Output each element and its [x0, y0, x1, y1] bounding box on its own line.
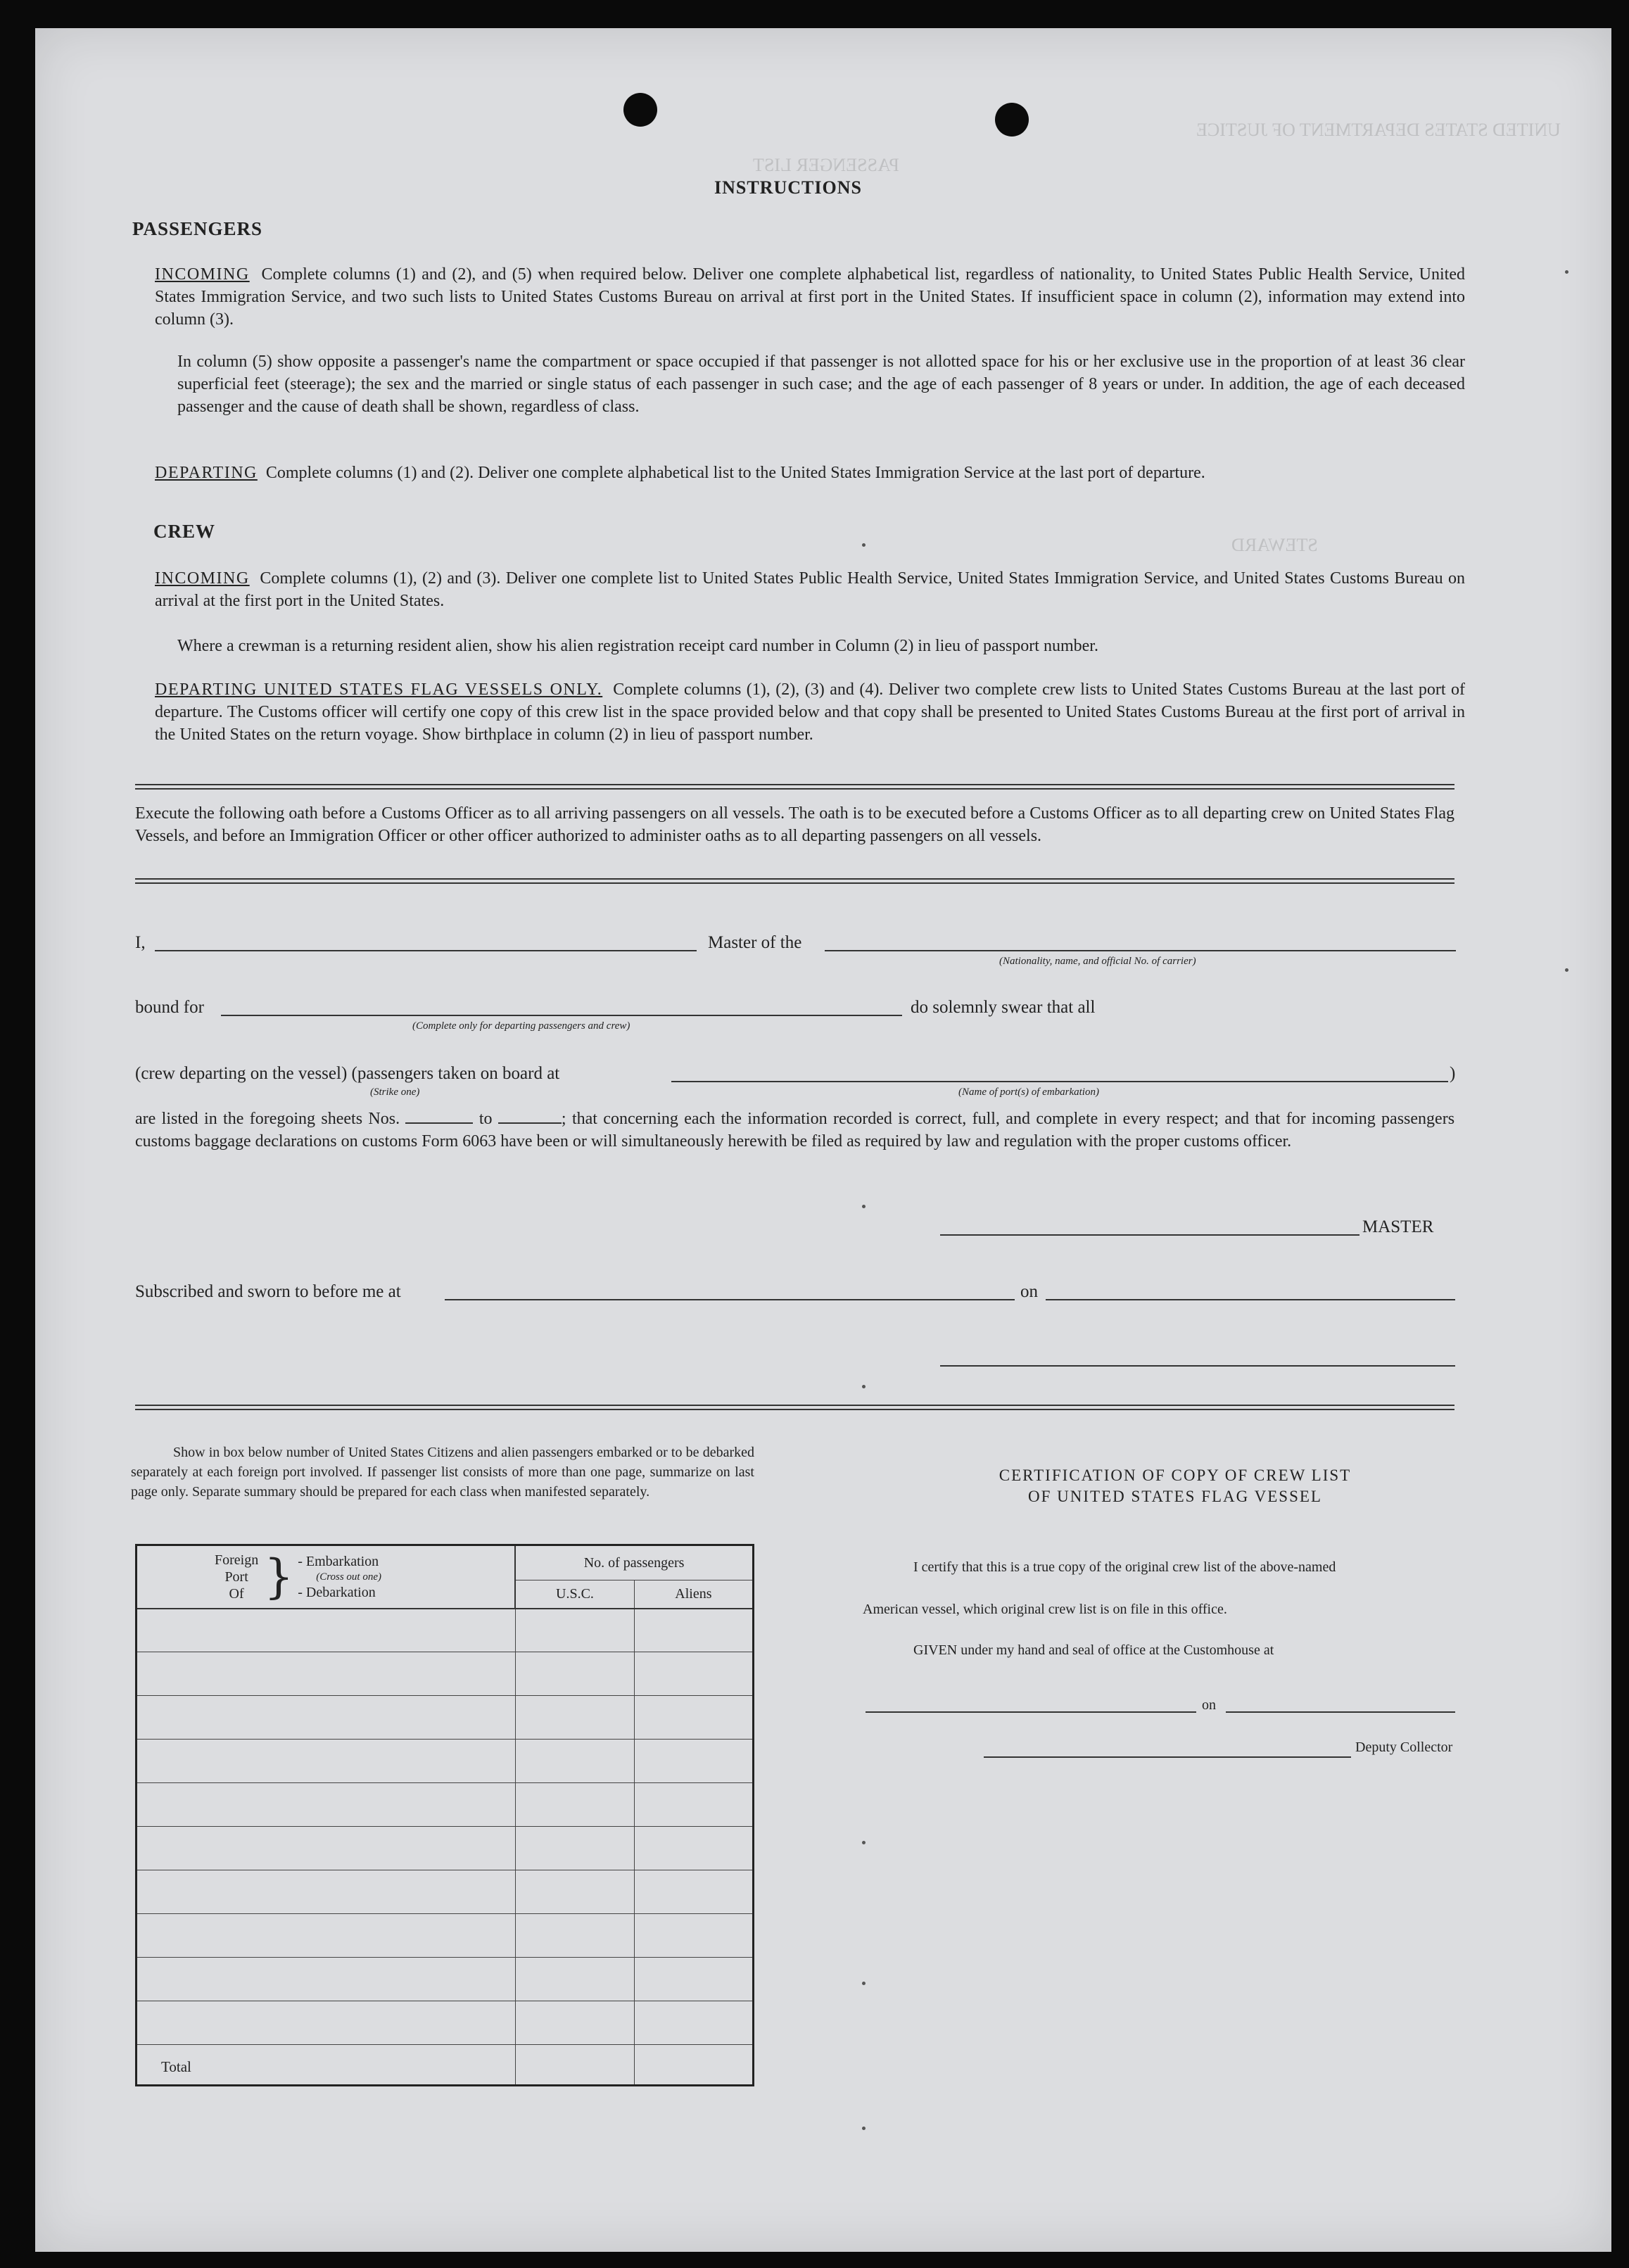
- double-rule-1: [135, 784, 1454, 790]
- scan-speck: [1565, 968, 1568, 972]
- aliens-cell[interactable]: [634, 1914, 753, 1958]
- port-cell[interactable]: [137, 1827, 516, 1870]
- brace-icon: }: [264, 1549, 294, 1604]
- aliens-cell[interactable]: [634, 2001, 753, 2045]
- nationality-caption: (Nationality, name, and official No. of carrier): [999, 956, 1196, 967]
- no-of-passengers-header: No. of passengers: [515, 1545, 753, 1580]
- port-cell[interactable]: [137, 1870, 516, 1914]
- punch-hole-left: [623, 93, 657, 127]
- embarkation-label: - Embarkation: [298, 1553, 379, 1569]
- aliens-cell[interactable]: [634, 1958, 753, 2001]
- cert-on-word: on: [1202, 1697, 1216, 1713]
- certification-title: [866, 1465, 1485, 1507]
- crew-incoming-text: Complete columns (1), (2) and (3). Deliver one complete list to United States Public Health Service, United States Immigration Service, and United States Customs Bureau on arrival at the first port in the United States.: [155, 569, 1466, 610]
- certification-title-line2: OF UNITED STATES FLAG VESSEL: [1028, 1488, 1322, 1505]
- usc-cell[interactable]: [515, 1870, 634, 1914]
- aliens-cell[interactable]: [634, 1783, 753, 1827]
- port-cell[interactable]: [137, 1652, 516, 1696]
- certification-title-line1: CERTIFICATION OF COPY OF CREW LIST: [999, 1466, 1352, 1484]
- port-cell[interactable]: [137, 1740, 516, 1783]
- punch-hole-right: [995, 103, 1029, 137]
- cross-out-caption: (Cross out one): [316, 1571, 381, 1583]
- close-paren: ): [1450, 1064, 1456, 1083]
- double-rule-2: [135, 878, 1454, 884]
- oath-intro: Execute the following oath before a Customs Officer as to all arriving passengers on all vessels. The oath is to be executed before a Customs Officer as to all departing crew on United States Flag Vessels, and before an Immigration Officer or other officer authorized to administer oaths as to all departing passengers on all vessels.: [135, 804, 1454, 845]
- usc-total-cell[interactable]: [515, 2045, 634, 2086]
- aliens-cell[interactable]: [634, 1696, 753, 1740]
- port-cell[interactable]: [137, 2001, 516, 2045]
- port-cell[interactable]: [137, 1958, 516, 2001]
- master-name-field[interactable]: [155, 950, 697, 951]
- sworn-on-word: on: [1020, 1282, 1038, 1301]
- usc-cell[interactable]: [515, 1914, 634, 1958]
- bleed-through-text: UNITED STATES DEPARTMENT OF JUSTICE: [1196, 120, 1561, 140]
- crew-departing-label: DEPARTING UNITED STATES FLAG VESSELS ONLY.: [155, 680, 603, 699]
- total-row-label: [137, 2045, 516, 2086]
- scan-speck: [862, 1841, 866, 1844]
- foreign-label: Foreign: [215, 1552, 259, 1568]
- passengers-incoming-paragraph: [155, 263, 1465, 331]
- deputy-collector-label: Deputy Collector: [1355, 1740, 1453, 1755]
- summary-table: [135, 1544, 754, 2086]
- port-label: Port: [224, 1569, 248, 1585]
- officer-signature-field[interactable]: [940, 1365, 1455, 1367]
- scan-speck: [862, 1385, 866, 1388]
- port-cell[interactable]: [137, 1696, 516, 1740]
- listed-sheets-paragraph: [135, 1108, 1454, 1153]
- crew-incoming-paragraph: [155, 567, 1465, 612]
- carrier-field[interactable]: [825, 950, 1456, 951]
- scan-speck: [862, 1205, 866, 1208]
- passengers-incoming-label: INCOMING: [155, 265, 250, 284]
- usc-cell[interactable]: [515, 1696, 634, 1740]
- passengers-heading: PASSENGERS: [132, 218, 263, 239]
- usc-cell[interactable]: [515, 2001, 634, 2045]
- scan-speck: [862, 2127, 866, 2130]
- aliens-header: Aliens: [634, 1580, 753, 1609]
- sworn-place-field[interactable]: [445, 1299, 1015, 1300]
- of-label: Of: [229, 1585, 244, 1602]
- usc-cell[interactable]: [515, 1958, 634, 2001]
- passengers-departing-paragraph: [155, 462, 1465, 484]
- strike-one-caption: (Strike one): [370, 1087, 420, 1098]
- embarkation-ports-field[interactable]: [671, 1081, 1448, 1082]
- summary-instructions: Show in box below number of United States Citizens and alien passengers embarked or to be debarked separately at each foreign port involved. If passenger list consists of more than one page, summarize on last page only. Separate summary should be prepared for each class when manifested separately.: [131, 1445, 754, 1500]
- master-signature-field[interactable]: [940, 1234, 1359, 1236]
- debarkation-label: - Debarkation: [298, 1584, 376, 1600]
- document-sheet: [35, 28, 1611, 2252]
- to-word: to: [478, 1110, 493, 1128]
- certify-line2: American vessel, which original crew list is on file in this office.: [863, 1602, 1227, 1617]
- customhouse-field[interactable]: [866, 1711, 1196, 1713]
- crew-resident-paragraph: Where a crewman is a returning resident alien, show his alien registration receipt card number in Column (2) in lieu of passport number.: [177, 637, 1098, 655]
- oath-i-label: I,: [135, 933, 146, 952]
- usc-cell[interactable]: [515, 1827, 634, 1870]
- aliens-cell[interactable]: [634, 1870, 753, 1914]
- certify-line1: I certify that this is a true copy of the original crew list of the above-named: [913, 1559, 1336, 1575]
- crew-incoming-label: INCOMING: [155, 569, 250, 588]
- aliens-cell[interactable]: [634, 1827, 753, 1870]
- oath-master-of: Master of the: [708, 933, 802, 952]
- passengers-departing-label: DEPARTING: [155, 464, 258, 482]
- cert-date-field[interactable]: [1226, 1711, 1455, 1713]
- complete-only-caption: (Complete only for departing passengers and crew): [412, 1020, 630, 1032]
- port-cell[interactable]: [137, 1914, 516, 1958]
- aliens-cell[interactable]: [634, 1740, 753, 1783]
- crew-heading: CREW: [153, 521, 216, 542]
- passengers-column5-paragraph: In column (5) show opposite a passenger's name the compartment or space occupied if that passenger is not allotted space for his or her exclusive use in the proportion of at least 36 clear superficial feet (steerage); the sex and the married or single status of each passenger in such case; and the age of each passenger of 8 years or under. In addition, the age of each deceased passenger and the cause of death shall be shown, regardless of class.: [177, 353, 1465, 416]
- aliens-cell[interactable]: [634, 1609, 753, 1652]
- port-cell[interactable]: [137, 1783, 516, 1827]
- crew-departing-paragraph: [155, 678, 1465, 746]
- listed-prefix: are listed in the foregoing sheets Nos.: [135, 1110, 400, 1128]
- usc-cell[interactable]: [515, 1783, 634, 1827]
- given-line: GIVEN under my hand and seal of office at the Customhouse at: [913, 1642, 1274, 1658]
- aliens-total-cell[interactable]: [634, 2045, 753, 2086]
- ports-caption: (Name of port(s) of embarkation): [958, 1087, 1099, 1098]
- foreign-port-header: [137, 1545, 516, 1609]
- deputy-collector-signature-field[interactable]: [984, 1756, 1351, 1758]
- scan-speck: [862, 543, 866, 547]
- port-cell[interactable]: [137, 1609, 516, 1652]
- subscribed-label: Subscribed and sworn to before me at: [135, 1282, 401, 1301]
- crew-departing-text: Complete columns (1), (2), (3) and (4). Deliver two complete crew lists to United States Customs Bureau at the last port of departure. The Customs officer will certify one copy of this crew list in the space provided below and that copy shall be presented to United States Customs Bureau at the first port of arrival in the United States on the return voyage. Show birthplace in column (2) in lieu of passport number.: [155, 680, 1465, 744]
- bleed-through-text: PASSENGER LIST: [753, 155, 899, 175]
- sworn-date-field[interactable]: [1046, 1299, 1455, 1300]
- usc-header: U.S.C.: [515, 1580, 634, 1609]
- usc-cell[interactable]: [515, 1740, 634, 1783]
- passengers-departing-text: Complete columns (1) and (2). Deliver one complete alphabetical list to the United States Immigration Service at the last port of departure.: [265, 464, 1205, 482]
- sheet-from-field[interactable]: [405, 1110, 473, 1124]
- instructions-title: INSTRUCTIONS: [714, 177, 862, 198]
- usc-cell[interactable]: [515, 1652, 634, 1696]
- double-rule-3: [135, 1405, 1454, 1410]
- sheet-to-field[interactable]: [498, 1110, 562, 1124]
- scan-speck: [1565, 270, 1568, 274]
- scan-speck: [862, 1982, 866, 1985]
- listed-rest: ; that concerning each the information recorded is correct, full, and complete in every respect; and that for incoming passengers customs baggage declarations on customs Form 6063 have been or will simultaneously herewith be filed as required by law and regulation with the proper customs officer.: [135, 1110, 1455, 1151]
- bound-for-field[interactable]: [221, 1015, 902, 1016]
- aliens-cell[interactable]: [634, 1652, 753, 1696]
- bound-for-label: bound for: [135, 998, 204, 1017]
- usc-cell[interactable]: [515, 1609, 634, 1652]
- total-label: Total: [161, 2058, 191, 2075]
- passengers-incoming-text: Complete columns (1) and (2), and (5) when required below. Deliver one complete alphabetical list, regardless of nationality, to United States Public Health Service, United States Immigration Service, and two such lists to United States Customs Bureau on arrival at first port in the United States. If insufficient space in column (2), information may extend into column (3).: [155, 265, 1466, 329]
- master-label: MASTER: [1362, 1217, 1434, 1236]
- crew-departing-text: (crew departing on the vessel) (passengers taken on board at: [135, 1064, 560, 1083]
- bleed-through-text: STEWARD: [1231, 535, 1318, 555]
- solemnly-swear-text: do solemnly swear that all: [911, 998, 1096, 1017]
